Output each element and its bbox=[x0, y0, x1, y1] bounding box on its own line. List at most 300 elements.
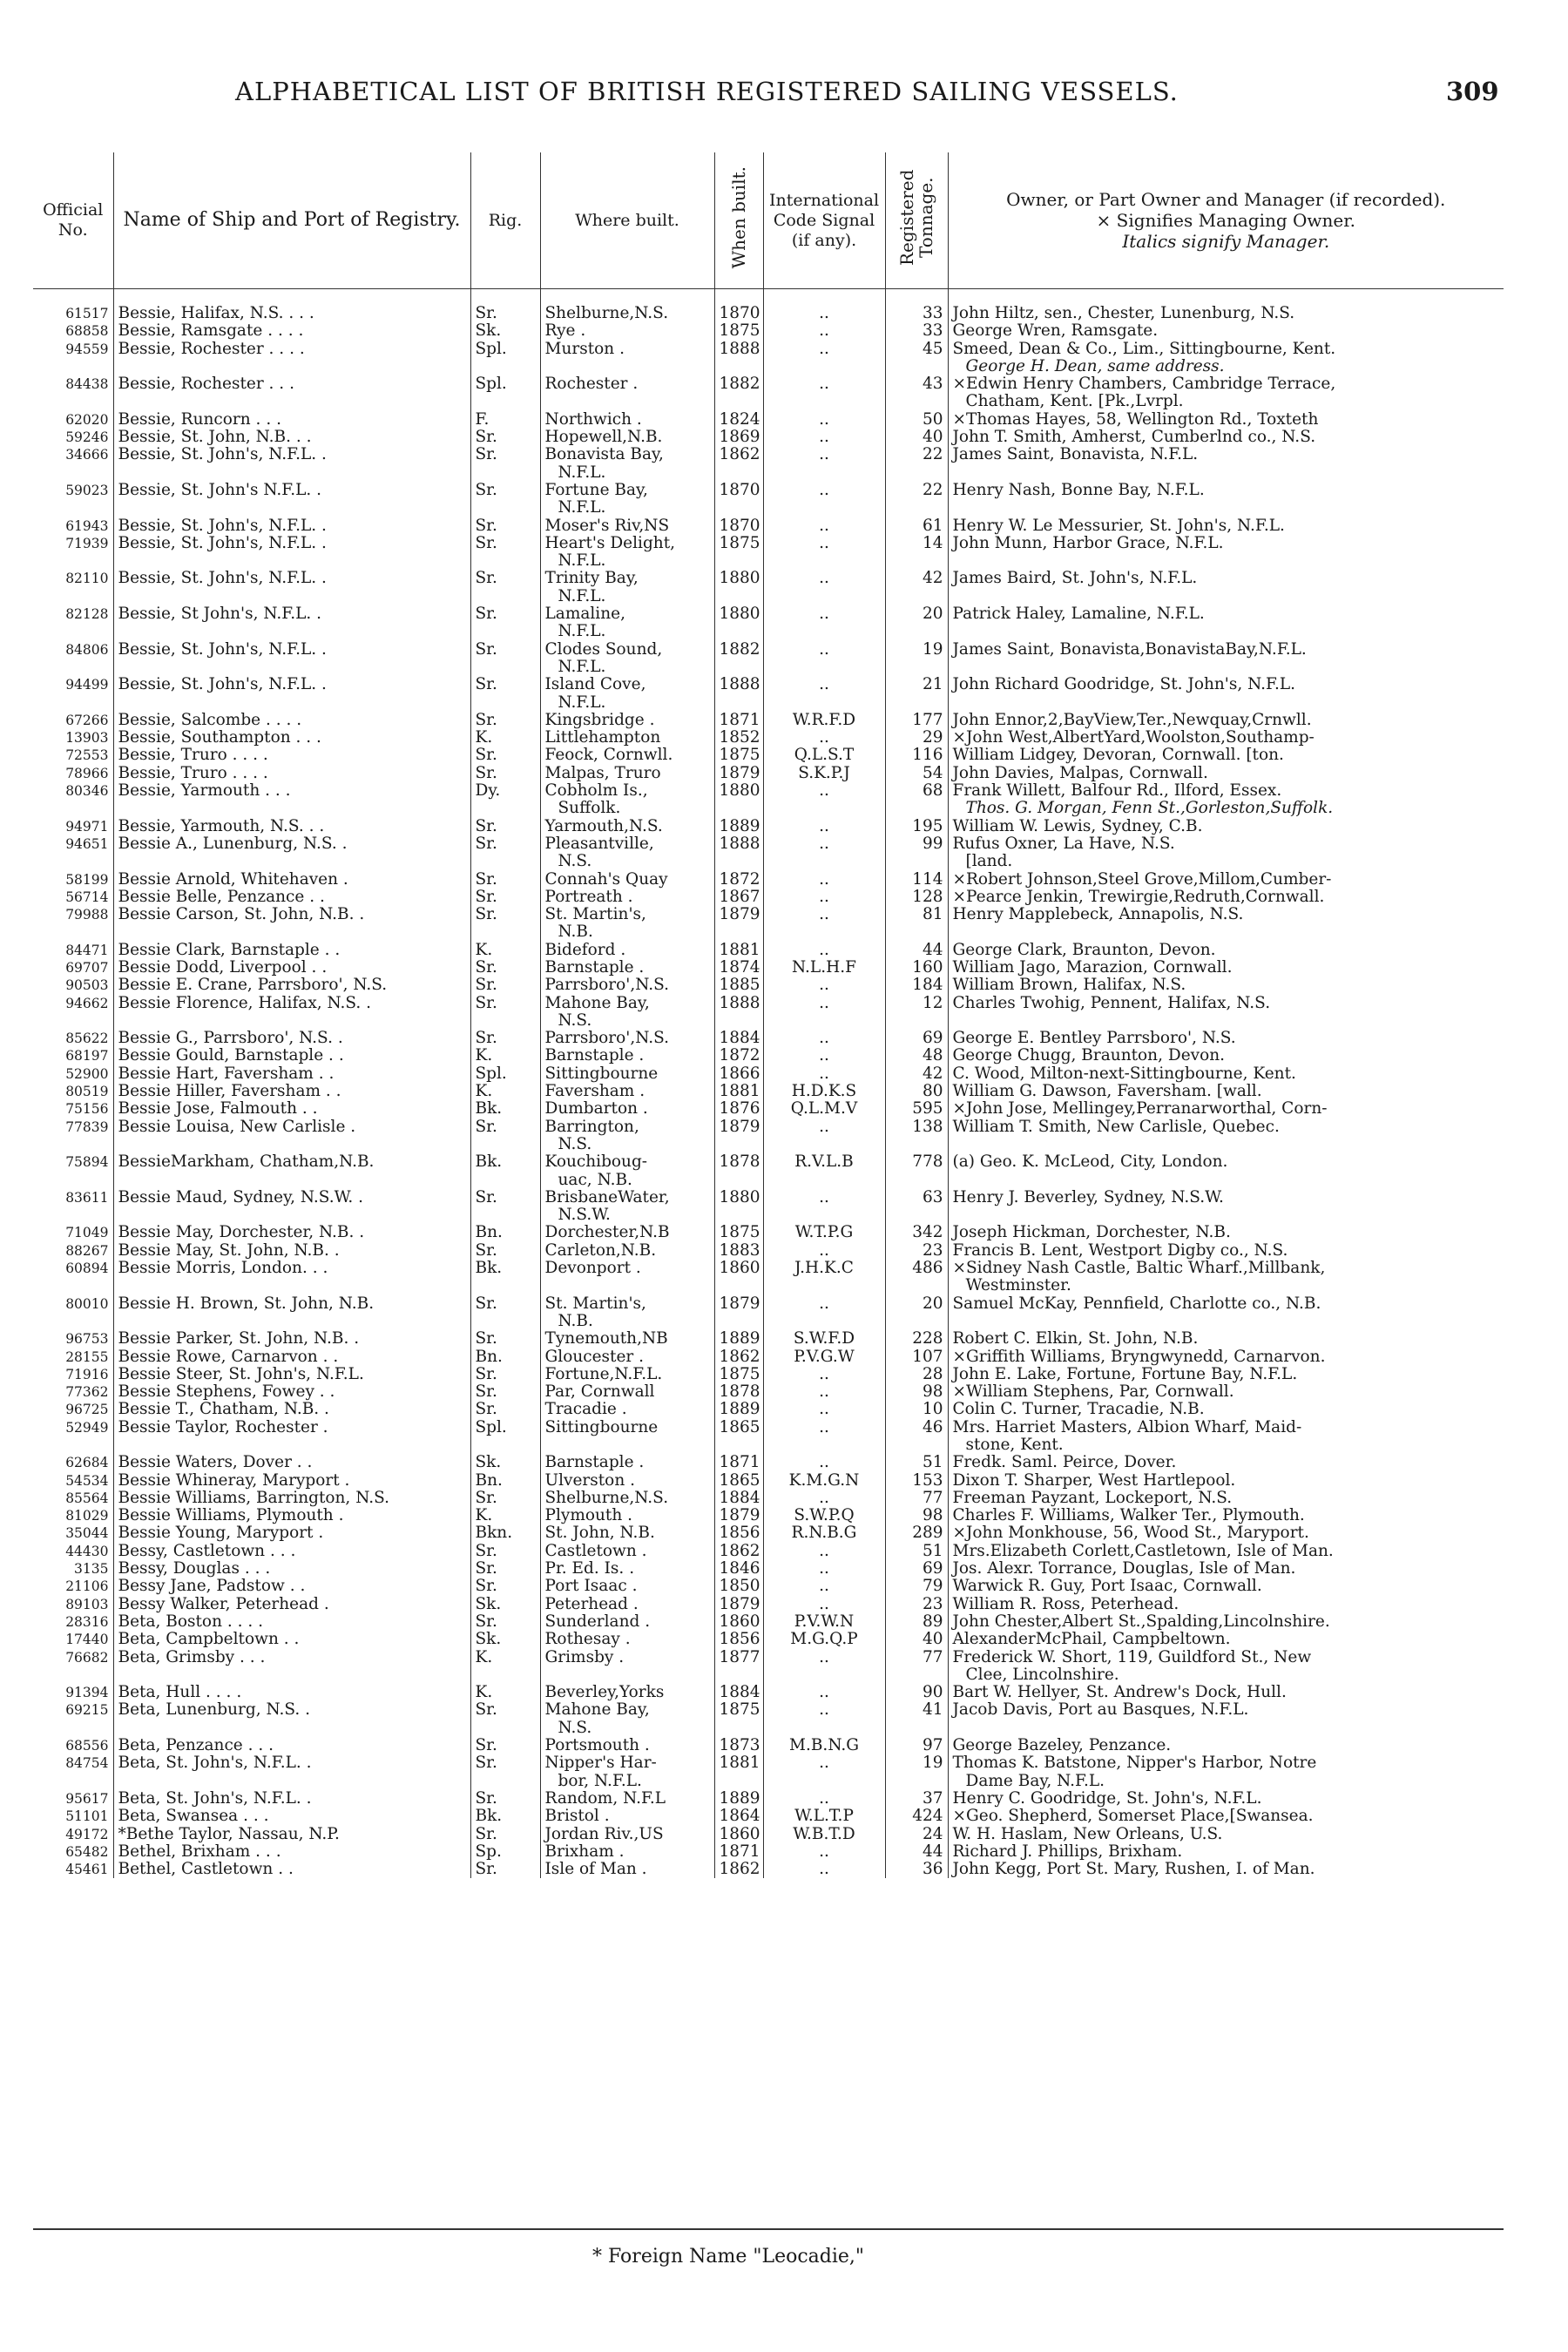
cell-official-no bbox=[33, 1436, 113, 1454]
cell-where-built: Sittingbourne bbox=[540, 1419, 714, 1436]
table-row bbox=[33, 305, 1504, 322]
cell-signal-code: .. bbox=[763, 375, 885, 393]
cell-where-built: Random, N.F.L bbox=[540, 1790, 714, 1808]
cell-where-built: Barnstaple . bbox=[540, 1047, 714, 1064]
cell-ship-name: Bessie Taylor, Rochester . bbox=[113, 1419, 470, 1436]
cell-owner: Robert C. Elkin, St. John, N.B. bbox=[948, 1330, 1504, 1348]
table-row bbox=[33, 659, 1504, 676]
cell-rig: Dy. bbox=[470, 782, 540, 800]
cell-rig: Sr. bbox=[470, 482, 540, 499]
cell-ship-name: Bessie Hiller, Faversham . . bbox=[113, 1083, 470, 1100]
cell-where-built: N.S. bbox=[540, 1136, 714, 1153]
cell-owner: Westminster. bbox=[948, 1277, 1504, 1294]
cell-official-no: 71049 bbox=[65, 1225, 109, 1241]
cell-where-built: Castletown . bbox=[540, 1543, 714, 1560]
cell-where-built: N.S. bbox=[540, 1720, 714, 1737]
cell-rig: Sr. bbox=[470, 517, 540, 535]
cell-where-built: Clodes Sound, bbox=[540, 641, 714, 659]
cell-tonnage: 77 bbox=[885, 1490, 948, 1507]
cell-ship-name bbox=[113, 923, 470, 941]
table-row bbox=[33, 1348, 1504, 1366]
cell-year-built: 1878 bbox=[714, 1383, 763, 1401]
cell-owner: Rufus Oxner, La Have, N.S. bbox=[948, 835, 1504, 853]
cell-signal-code bbox=[763, 623, 885, 640]
cell-where-built: Devonport . bbox=[540, 1260, 714, 1277]
cell-tonnage: 51 bbox=[885, 1543, 948, 1560]
cell-where-built: Moser's Riv,NS bbox=[540, 517, 714, 535]
cell-official-no: 76682 bbox=[65, 1649, 109, 1666]
cell-owner bbox=[948, 1313, 1504, 1330]
cell-where-built: Port Isaac . bbox=[540, 1578, 714, 1595]
cell-where-built: Bideford . bbox=[540, 942, 714, 959]
cell-owner: John Kegg, Port St. Mary, Rushen, I. of Man. bbox=[948, 1861, 1504, 1878]
cell-rig bbox=[470, 1136, 540, 1153]
cell-tonnage: 23 bbox=[885, 1242, 948, 1260]
cell-signal-code: .. bbox=[763, 1419, 885, 1436]
cell-tonnage: 138 bbox=[885, 1119, 948, 1136]
cell-official-no: 94971 bbox=[65, 818, 109, 835]
cell-owner bbox=[948, 588, 1504, 605]
cell-ship-name: Bethel, Brixham . . . bbox=[113, 1843, 470, 1861]
cell-where-built: Malpas, Truro bbox=[540, 765, 714, 782]
cell-tonnage: 342 bbox=[885, 1224, 948, 1241]
table-row bbox=[33, 1578, 1504, 1595]
cell-where-built: St. Martin's, bbox=[540, 906, 714, 923]
cell-signal-code: .. bbox=[763, 1065, 885, 1083]
cell-owner: Chatham, Kent. [Pk.,Lvrpl. bbox=[948, 393, 1504, 410]
cell-where-built: Yarmouth,N.S. bbox=[540, 818, 714, 835]
table-row bbox=[33, 570, 1504, 587]
cell-official-no bbox=[33, 1720, 113, 1737]
cell-where-built: N.F.L. bbox=[540, 464, 714, 482]
cell-rig: Sr. bbox=[470, 959, 540, 977]
cell-tonnage: 19 bbox=[885, 641, 948, 659]
cell-tonnage: 128 bbox=[885, 889, 948, 906]
cell-where-built: Tracadie . bbox=[540, 1401, 714, 1418]
cell-ship-name: Beta, Lunenburg, N.S. . bbox=[113, 1701, 470, 1719]
cell-tonnage: 48 bbox=[885, 1047, 948, 1064]
cell-ship-name: Bessie, Runcorn . . . bbox=[113, 411, 470, 429]
cell-signal-code bbox=[763, 800, 885, 817]
cell-where-built: Hopewell,N.B. bbox=[540, 429, 714, 446]
cell-ship-name: Bessie Florence, Halifax, N.S. . bbox=[113, 995, 470, 1012]
table-header-row bbox=[33, 152, 1504, 289]
cell-owner bbox=[948, 1720, 1504, 1737]
cell-tonnage: 77 bbox=[885, 1649, 948, 1666]
table-row bbox=[33, 1649, 1504, 1666]
cell-year-built bbox=[714, 623, 763, 640]
cell-rig: Spl. bbox=[470, 1065, 540, 1083]
cell-tonnage: 43 bbox=[885, 375, 948, 393]
cell-official-no: 83611 bbox=[65, 1189, 109, 1206]
cell-rig bbox=[470, 694, 540, 712]
table-row bbox=[33, 1313, 1504, 1330]
cell-official-no: 44430 bbox=[65, 1543, 109, 1559]
cell-rig: Sr. bbox=[470, 1790, 540, 1808]
cell-year-built: 1885 bbox=[714, 977, 763, 994]
cell-where-built: Plymouth . bbox=[540, 1507, 714, 1524]
cell-ship-name: Beta, Swansea . . . bbox=[113, 1808, 470, 1825]
cell-tonnage: 50 bbox=[885, 411, 948, 429]
cell-signal-code: .. bbox=[763, 1454, 885, 1471]
page-title: ALPHABETICAL LIST OF BRITISH REGISTERED SAILING VESSELS. bbox=[235, 77, 1179, 106]
cell-signal-code bbox=[763, 1436, 885, 1454]
table-row bbox=[33, 1047, 1504, 1064]
cell-rig: Sk. bbox=[470, 322, 540, 340]
owner-header-line1: Owner, or Part Owner and Manager (if recorded). bbox=[1006, 189, 1446, 210]
cell-signal-code: .. bbox=[763, 322, 885, 340]
cell-signal-code bbox=[763, 1720, 885, 1737]
cell-owner: AlexanderMcPhail, Campbeltown. bbox=[948, 1631, 1504, 1648]
cell-owner bbox=[948, 923, 1504, 941]
cell-ship-name: Beta, Hull . . . . bbox=[113, 1684, 470, 1701]
cell-tonnage bbox=[885, 358, 948, 375]
cell-ship-name: Bessie, Ramsgate . . . . bbox=[113, 322, 470, 340]
cell-ship-name: Bessie, St John's, N.F.L. . bbox=[113, 605, 470, 623]
cell-signal-code: .. bbox=[763, 1295, 885, 1313]
cell-official-no: 77839 bbox=[65, 1119, 109, 1135]
cell-official-no bbox=[33, 393, 113, 410]
cell-ship-name bbox=[113, 1720, 470, 1737]
cell-official-no: 59023 bbox=[65, 482, 109, 498]
cell-signal-code: .. bbox=[763, 1684, 885, 1701]
table-row bbox=[33, 517, 1504, 535]
cell-owner: James Saint, Bonavista, N.F.L. bbox=[948, 446, 1504, 463]
cell-rig: Sr. bbox=[470, 1401, 540, 1418]
cell-official-no: 62020 bbox=[65, 411, 109, 428]
table-row bbox=[33, 393, 1504, 410]
cell-official-no: 68858 bbox=[65, 323, 109, 340]
cell-owner: C. Wood, Milton-next-Sittingbourne, Kent. bbox=[948, 1065, 1504, 1083]
cell-signal-code: M.B.N.G bbox=[763, 1737, 885, 1754]
cell-where-built: Connah's Quay bbox=[540, 871, 714, 889]
cell-rig: Bn. bbox=[470, 1348, 540, 1366]
cell-signal-code: .. bbox=[763, 605, 885, 623]
cell-signal-code bbox=[763, 1136, 885, 1153]
cell-owner: Charles Twohig, Pennent, Halifax, N.S. bbox=[948, 995, 1504, 1012]
table-row bbox=[33, 712, 1504, 729]
cell-tonnage: 10 bbox=[885, 1401, 948, 1418]
cell-rig: Bn. bbox=[470, 1472, 540, 1490]
cell-tonnage: 184 bbox=[885, 977, 948, 994]
cell-rig: Sr. bbox=[470, 641, 540, 659]
cell-tonnage: 89 bbox=[885, 1613, 948, 1631]
cell-year-built: 1873 bbox=[714, 1737, 763, 1754]
cell-year-built: 1884 bbox=[714, 1030, 763, 1047]
cell-tonnage: 20 bbox=[885, 605, 948, 623]
cell-ship-name bbox=[113, 1172, 470, 1189]
cell-tonnage bbox=[885, 1773, 948, 1790]
cell-where-built bbox=[540, 1277, 714, 1294]
cell-year-built: 1889 bbox=[714, 1790, 763, 1808]
cell-signal-code: .. bbox=[763, 1843, 885, 1861]
table-row bbox=[33, 800, 1504, 817]
cell-official-no bbox=[33, 499, 113, 517]
cell-year-built bbox=[714, 1773, 763, 1790]
cell-official-no: 68556 bbox=[65, 1738, 109, 1754]
cell-signal-code: .. bbox=[763, 1383, 885, 1401]
cell-rig: Sr. bbox=[470, 747, 540, 764]
table-row bbox=[33, 1100, 1504, 1118]
cell-tonnage: 98 bbox=[885, 1383, 948, 1401]
table-row bbox=[33, 1436, 1504, 1454]
cell-signal-code: .. bbox=[763, 977, 885, 994]
table-row bbox=[33, 729, 1504, 747]
cell-owner: Mrs.Elizabeth Corlett,Castletown, Isle of Man. bbox=[948, 1543, 1504, 1560]
cell-signal-code: .. bbox=[763, 676, 885, 693]
cell-tonnage: 42 bbox=[885, 1065, 948, 1083]
cell-official-no bbox=[33, 800, 113, 817]
cell-owner: Mrs. Harriet Masters, Albion Wharf, Maid- bbox=[948, 1419, 1504, 1436]
cell-year-built bbox=[714, 1012, 763, 1030]
cell-ship-name: Bessy Jane, Padstow . . bbox=[113, 1578, 470, 1595]
cell-where-built: Island Cove, bbox=[540, 676, 714, 693]
cell-signal-code: .. bbox=[763, 570, 885, 587]
cell-year-built: 1870 bbox=[714, 482, 763, 499]
cell-owner bbox=[948, 659, 1504, 676]
cell-rig: Sr. bbox=[470, 429, 540, 446]
cell-owner bbox=[948, 1172, 1504, 1189]
table-row bbox=[33, 1490, 1504, 1507]
cell-signal-code: .. bbox=[763, 818, 885, 835]
cell-signal-code bbox=[763, 1666, 885, 1684]
cell-where-built: N.F.L. bbox=[540, 499, 714, 517]
cell-official-no: 82110 bbox=[65, 571, 109, 587]
cell-ship-name: Bessie Morris, London. . . bbox=[113, 1260, 470, 1277]
cell-where-built: Shelburne,N.S. bbox=[540, 305, 714, 322]
cell-signal-code bbox=[763, 1012, 885, 1030]
cell-ship-name: Bessie, St. John, N.B. . . bbox=[113, 429, 470, 446]
cell-tonnage: 79 bbox=[885, 1578, 948, 1595]
cell-rig: Sr. bbox=[470, 1490, 540, 1507]
cell-year-built: 1882 bbox=[714, 375, 763, 393]
cell-where-built: St. Martin's, bbox=[540, 1295, 714, 1313]
cell-year-built: 1881 bbox=[714, 1754, 763, 1772]
cell-official-no: 13903 bbox=[65, 730, 109, 747]
cell-signal-code bbox=[763, 659, 885, 676]
cell-rig: K. bbox=[470, 1649, 540, 1666]
cell-ship-name bbox=[113, 800, 470, 817]
table-row bbox=[33, 1631, 1504, 1648]
table-row bbox=[33, 871, 1504, 889]
cell-signal-code: .. bbox=[763, 835, 885, 853]
table-row bbox=[33, 942, 1504, 959]
cell-where-built: Dorchester,N.B bbox=[540, 1224, 714, 1241]
table-row bbox=[33, 1613, 1504, 1631]
cell-where-built: Beverley,Yorks bbox=[540, 1684, 714, 1701]
cell-official-no: 72553 bbox=[65, 747, 109, 764]
cell-official-no bbox=[33, 923, 113, 941]
cell-rig bbox=[470, 1773, 540, 1790]
cell-rig: Sr. bbox=[470, 977, 540, 994]
cell-year-built bbox=[714, 1206, 763, 1224]
cell-where-built bbox=[540, 1666, 714, 1684]
cell-signal-code: .. bbox=[763, 906, 885, 923]
table-row bbox=[33, 782, 1504, 800]
cell-rig: Sr. bbox=[470, 1242, 540, 1260]
cell-ship-name: Bessie, St. John's, N.F.L. . bbox=[113, 446, 470, 463]
cell-owner: John Munn, Harbor Grace, N.F.L. bbox=[948, 535, 1504, 552]
cell-tonnage: 33 bbox=[885, 322, 948, 340]
owner-header-line2: × Signifies Managing Owner. bbox=[1096, 210, 1355, 231]
cell-year-built: 1862 bbox=[714, 1348, 763, 1366]
cell-year-built bbox=[714, 358, 763, 375]
cell-where-built: Trinity Bay, bbox=[540, 570, 714, 587]
cell-where-built: Parrsboro',N.S. bbox=[540, 1030, 714, 1047]
cell-tonnage: 99 bbox=[885, 835, 948, 853]
cell-year-built: 1884 bbox=[714, 1684, 763, 1701]
cell-where-built: N.F.L. bbox=[540, 659, 714, 676]
cell-official-no: 65482 bbox=[65, 1843, 109, 1860]
cell-ship-name: Bessie, St. John's, N.F.L. . bbox=[113, 535, 470, 552]
cell-year-built: 1875 bbox=[714, 747, 763, 764]
cell-rig: K. bbox=[470, 942, 540, 959]
cell-tonnage: 90 bbox=[885, 1684, 948, 1701]
cell-where-built: Rye . bbox=[540, 322, 714, 340]
cell-official-no: 91394 bbox=[65, 1685, 109, 1701]
cell-ship-name: Bessy, Castletown . . . bbox=[113, 1543, 470, 1560]
cell-signal-code: S.K.P.J bbox=[763, 765, 885, 782]
cell-year-built bbox=[714, 1313, 763, 1330]
cell-tonnage: 61 bbox=[885, 517, 948, 535]
cell-official-no: 75156 bbox=[65, 1101, 109, 1118]
cell-owner: Dixon T. Sharper, West Hartlepool. bbox=[948, 1472, 1504, 1490]
cell-tonnage bbox=[885, 1136, 948, 1153]
cell-rig bbox=[470, 1720, 540, 1737]
cell-official-no: 94662 bbox=[65, 995, 109, 1011]
cell-year-built bbox=[714, 1436, 763, 1454]
cell-rig bbox=[470, 1206, 540, 1224]
cell-rig: Sr. bbox=[470, 1754, 540, 1772]
cell-owner: Henry Nash, Bonne Bay, N.F.L. bbox=[948, 482, 1504, 499]
cell-official-no: 28316 bbox=[65, 1613, 109, 1630]
cell-ship-name: Bessie E. Crane, Parrsboro', N.S. bbox=[113, 977, 470, 994]
cell-year-built: 1881 bbox=[714, 942, 763, 959]
cell-tonnage: 21 bbox=[885, 676, 948, 693]
cell-owner: Bart W. Hellyer, St. Andrew's Dock, Hull. bbox=[948, 1684, 1504, 1701]
cell-tonnage: 23 bbox=[885, 1596, 948, 1613]
cell-rig: Sr. bbox=[470, 570, 540, 587]
cell-year-built: 1865 bbox=[714, 1472, 763, 1490]
cell-where-built: Faversham . bbox=[540, 1083, 714, 1100]
cell-tonnage: 595 bbox=[885, 1100, 948, 1118]
cell-signal-code bbox=[763, 552, 885, 570]
cell-tonnage: 28 bbox=[885, 1366, 948, 1383]
cell-official-no bbox=[33, 1277, 113, 1294]
cell-tonnage: 14 bbox=[885, 535, 948, 552]
cell-year-built: 1874 bbox=[714, 959, 763, 977]
cell-signal-code: J.H.K.C bbox=[763, 1260, 885, 1277]
cell-ship-name: Bessie, St. John's N.F.L. . bbox=[113, 482, 470, 499]
cell-ship-name: Bessie Jose, Falmouth . . bbox=[113, 1100, 470, 1118]
cell-signal-code: R.N.B.G bbox=[763, 1524, 885, 1542]
cell-where-built: Lamaline, bbox=[540, 605, 714, 623]
cell-year-built bbox=[714, 499, 763, 517]
cell-official-no: 28155 bbox=[65, 1348, 109, 1365]
cell-tonnage: 63 bbox=[885, 1189, 948, 1206]
table-row bbox=[33, 552, 1504, 570]
cell-year-built: 1866 bbox=[714, 1065, 763, 1083]
cell-year-built: 1869 bbox=[714, 429, 763, 446]
table-row bbox=[33, 853, 1504, 870]
cell-tonnage: 424 bbox=[885, 1808, 948, 1825]
cell-signal-code bbox=[763, 923, 885, 941]
cell-owner: William W. Lewis, Sydney, C.B. bbox=[948, 818, 1504, 835]
cell-owner: John E. Lake, Fortune, Fortune Bay, N.F.L. bbox=[948, 1366, 1504, 1383]
table-row bbox=[33, 1065, 1504, 1083]
cell-rig: Sr. bbox=[470, 676, 540, 693]
cell-owner: George H. Dean, same address. bbox=[948, 358, 1504, 375]
cell-tonnage: 40 bbox=[885, 1631, 948, 1648]
cell-signal-code: S.W.P.Q bbox=[763, 1507, 885, 1524]
cell-where-built: N.B. bbox=[540, 1313, 714, 1330]
cell-year-built bbox=[714, 800, 763, 817]
cell-rig: Sr. bbox=[470, 906, 540, 923]
table-row bbox=[33, 977, 1504, 994]
cell-official-no: 85564 bbox=[65, 1490, 109, 1506]
cell-signal-code: M.G.Q.P bbox=[763, 1631, 885, 1648]
cell-signal-code bbox=[763, 694, 885, 712]
cell-owner: George E. Bentley Parrsboro', N.S. bbox=[948, 1030, 1504, 1047]
table-row bbox=[33, 1172, 1504, 1189]
cell-owner: Clee, Lincolnshire. bbox=[948, 1666, 1504, 1684]
cell-owner: ×Thomas Hayes, 58, Wellington Rd., Toxteth bbox=[948, 411, 1504, 429]
cell-rig: Sr. bbox=[470, 1613, 540, 1631]
table-row bbox=[33, 1701, 1504, 1719]
cell-rig: Bn. bbox=[470, 1224, 540, 1241]
cell-rig: Sr. bbox=[470, 1383, 540, 1401]
cell-ship-name: Bessie, St. John's, N.F.L. . bbox=[113, 676, 470, 693]
cell-signal-code: K.M.G.N bbox=[763, 1472, 885, 1490]
cell-owner: Frank Willett, Balfour Rd., Ilford, Essex. bbox=[948, 782, 1504, 800]
cell-where-built bbox=[540, 358, 714, 375]
cell-signal-code: .. bbox=[763, 871, 885, 889]
cell-official-no bbox=[33, 1206, 113, 1224]
cell-rig: Sr. bbox=[470, 1826, 540, 1843]
cell-rig: Sr. bbox=[470, 305, 540, 322]
cell-tonnage: 160 bbox=[885, 959, 948, 977]
cell-official-no: 89103 bbox=[65, 1596, 109, 1612]
cell-signal-code: S.W.F.D bbox=[763, 1330, 885, 1348]
table-row bbox=[33, 641, 1504, 659]
cell-official-no: 61517 bbox=[65, 306, 109, 321]
cell-year-built: 1880 bbox=[714, 570, 763, 587]
cell-owner: Richard J. Phillips, Brixham. bbox=[948, 1843, 1504, 1861]
table-row bbox=[33, 1206, 1504, 1224]
cell-year-built: 1888 bbox=[714, 995, 763, 1012]
cell-owner: Colin C. Turner, Tracadie, N.B. bbox=[948, 1401, 1504, 1418]
cell-ship-name: Bessy, Douglas . . . bbox=[113, 1560, 470, 1578]
cell-signal-code: .. bbox=[763, 1030, 885, 1047]
cell-owner bbox=[948, 552, 1504, 570]
cell-signal-code: .. bbox=[763, 1560, 885, 1578]
cell-year-built: 1871 bbox=[714, 1843, 763, 1861]
cell-official-no: 94499 bbox=[65, 677, 109, 693]
cell-official-no: 94651 bbox=[65, 835, 109, 852]
table-row bbox=[33, 818, 1504, 835]
cell-official-no: 81029 bbox=[65, 1508, 109, 1524]
cell-owner: Samuel McKay, Pennfield, Charlotte co., N.B. bbox=[948, 1295, 1504, 1313]
cell-year-built: 1862 bbox=[714, 1543, 763, 1560]
cell-year-built: 1875 bbox=[714, 1366, 763, 1383]
cell-ship-name bbox=[113, 1206, 470, 1224]
cell-where-built: Northwich . bbox=[540, 411, 714, 429]
cell-rig: Sr. bbox=[470, 605, 540, 623]
cell-official-no bbox=[33, 588, 113, 605]
cell-year-built bbox=[714, 1666, 763, 1684]
table-row bbox=[33, 1277, 1504, 1294]
cell-ship-name: Bessie, St. John's, N.F.L. . bbox=[113, 570, 470, 587]
